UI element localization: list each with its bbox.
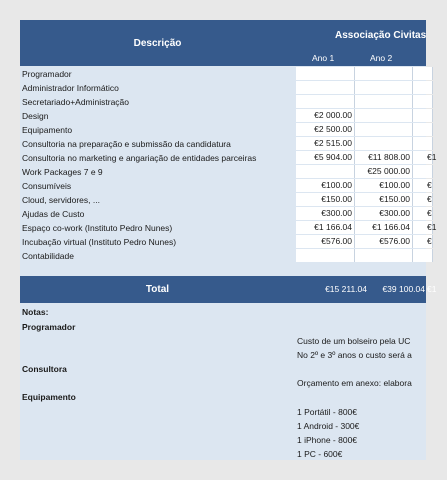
- year-2-cell[interactable]: €1 166.04: [355, 221, 413, 234]
- row-label[interactable]: Consultoria no marketing e angariação de entidades parceiras: [22, 153, 257, 163]
- year-2-cell[interactable]: [355, 123, 413, 136]
- year-3-cell[interactable]: €: [413, 207, 433, 220]
- year-2-cell[interactable]: [355, 67, 413, 80]
- notes-title: Notas:: [22, 307, 49, 317]
- year-2-cell[interactable]: €25 000.00: [355, 165, 413, 178]
- table-row: [20, 221, 437, 235]
- year-2-cell[interactable]: €150.00: [355, 193, 413, 206]
- org-header: Associação Civitas: [335, 30, 427, 41]
- row-label[interactable]: Contabilidade: [22, 251, 74, 261]
- row-label[interactable]: Secretariado+Administração: [22, 97, 130, 107]
- year-1-cell[interactable]: [296, 165, 355, 178]
- year-1-cell[interactable]: €300.00: [296, 207, 355, 220]
- year-1-cell[interactable]: [296, 81, 355, 94]
- year-2-cell[interactable]: €576.00: [355, 235, 413, 248]
- year-2-cell[interactable]: [355, 137, 413, 150]
- year-2-cell[interactable]: €100.00: [355, 179, 413, 192]
- note-equipamento-item: 1 iPhone - 800€: [297, 435, 358, 445]
- table-row: [20, 207, 432, 221]
- year-1-cell[interactable]: [296, 249, 355, 262]
- year-3-cell[interactable]: [413, 109, 433, 122]
- row-label[interactable]: Espaço co-work (Instituto Pedro Nunes): [22, 223, 173, 233]
- table-header: [20, 20, 426, 66]
- note-programador-heading: Programador: [22, 322, 76, 332]
- note-equipamento-item: 1 Portátil - 800€: [297, 407, 358, 417]
- year-3-cell[interactable]: €: [413, 179, 433, 192]
- year-1-cell[interactable]: [296, 95, 355, 108]
- row-label[interactable]: Consumíveis: [22, 181, 72, 191]
- note-equipamento-item: 1 Android - 300€: [297, 421, 360, 431]
- year-1-cell[interactable]: €2 000.00: [296, 109, 355, 122]
- total-row: [20, 276, 437, 303]
- year-3-cell[interactable]: €: [413, 193, 433, 206]
- table-row: [20, 67, 426, 81]
- year-2-cell[interactable]: €300.00: [355, 207, 413, 220]
- year-3-cell[interactable]: [413, 81, 433, 94]
- year-1-cell[interactable]: [296, 67, 355, 80]
- note-equipamento-item: 1 PC - 600€: [297, 449, 343, 459]
- year-1-cell[interactable]: €1 166.04: [296, 221, 355, 234]
- note-consultora-heading: Consultora: [22, 364, 67, 374]
- year-3-cell[interactable]: [413, 67, 433, 80]
- description-header: Descrição: [133, 37, 182, 49]
- note-programador-line: Custo de um bolseiro pela UC: [297, 336, 411, 346]
- row-label[interactable]: Work Packages 7 e 9: [22, 167, 103, 177]
- year-2-cell[interactable]: [355, 81, 413, 94]
- table-row: [20, 123, 426, 137]
- year-1-cell[interactable]: €5 904.00: [296, 151, 355, 164]
- year-3-cell[interactable]: [413, 123, 433, 136]
- table-row: [20, 193, 432, 207]
- row-label[interactable]: Administrador Informático: [22, 83, 119, 93]
- row-label[interactable]: Incubação virtual (Instituto Pedro Nunes): [22, 237, 177, 247]
- year-2-cell[interactable]: [355, 95, 413, 108]
- total-label: Total: [145, 284, 170, 295]
- row-label[interactable]: Consultoria na preparação e submissão da candidatura: [22, 139, 231, 149]
- total-year-3: €1: [427, 284, 437, 294]
- year-3-cell[interactable]: €: [413, 235, 433, 248]
- row-label[interactable]: Equipamento: [22, 125, 73, 135]
- year-2-header: Ano 2: [370, 53, 393, 63]
- spreadsheet: [20, 20, 437, 460]
- year-2-cell[interactable]: €11 808.00: [355, 151, 413, 164]
- year-3-cell[interactable]: €1: [413, 221, 433, 234]
- table-row: [20, 95, 426, 109]
- year-1-cell[interactable]: €576.00: [296, 235, 355, 248]
- table-row: [20, 165, 426, 179]
- table-row: [20, 81, 426, 95]
- table-row: [20, 151, 437, 165]
- year-1-cell[interactable]: €2 515.00: [296, 137, 355, 150]
- row-label[interactable]: Cloud, servidores, ...: [22, 195, 100, 205]
- note-programador-line: No 2º e 3º anos o custo será a: [297, 350, 412, 360]
- row-label[interactable]: Ajudas de Custo: [22, 209, 85, 219]
- row-label[interactable]: Programador: [22, 69, 72, 79]
- year-1-header: Ano 1: [312, 53, 335, 63]
- year-3-cell[interactable]: [413, 137, 433, 150]
- table-row: [20, 249, 426, 263]
- table-row: [20, 179, 432, 193]
- year-1-cell[interactable]: €150.00: [296, 193, 355, 206]
- table-row: [20, 109, 426, 123]
- year-3-cell[interactable]: [413, 95, 433, 108]
- year-3-cell[interactable]: [413, 165, 433, 178]
- year-3-cell[interactable]: €1: [413, 151, 433, 164]
- year-2-cell[interactable]: [355, 109, 413, 122]
- total-year-2: €39 100.04: [382, 284, 425, 294]
- note-equipamento-heading: Equipamento: [22, 392, 76, 402]
- table-row: [20, 137, 426, 151]
- year-1-cell[interactable]: €2 500.00: [296, 123, 355, 136]
- row-label[interactable]: Design: [22, 111, 49, 121]
- year-1-cell[interactable]: €100.00: [296, 179, 355, 192]
- year-2-cell[interactable]: [355, 249, 413, 262]
- year-3-cell[interactable]: [413, 249, 433, 262]
- total-year-1: €15 211.04: [325, 284, 367, 294]
- note-consultora-line: Orçamento em anexo: elabora: [297, 378, 412, 388]
- table-row: [20, 235, 432, 249]
